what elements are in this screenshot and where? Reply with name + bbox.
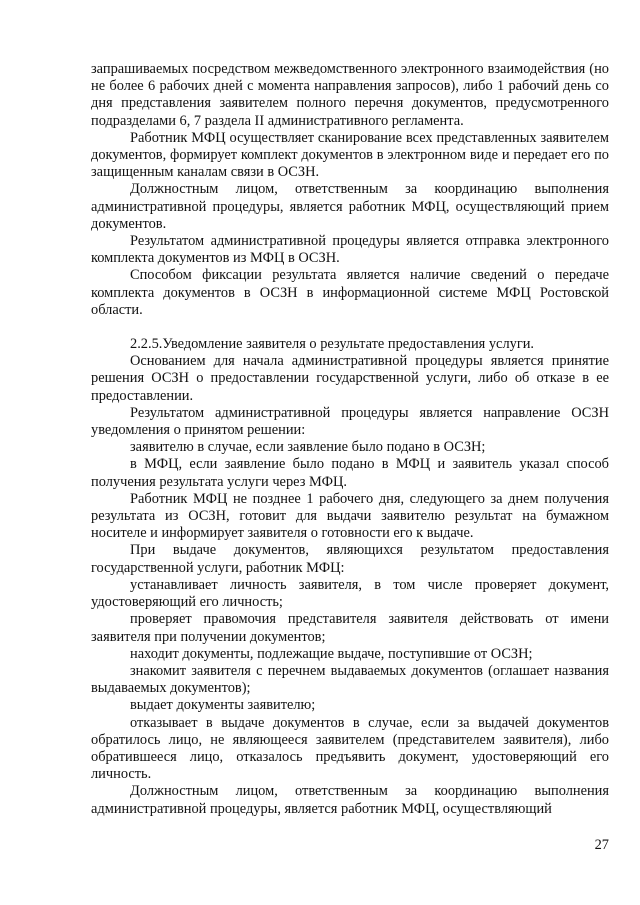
list-item: проверяет правомочия представителя заявителя действовать от имени заявителя при получении документов; xyxy=(91,611,609,645)
list-item: знакомит заявителя с перечнем выдаваемых документов (оглашает названия выдаваемых документов); xyxy=(91,662,609,697)
paragraph: Работник МФЦ осуществляет сканирование всех представленных заявителем документов, формирует комплект документов в электронном виде и передает его по защищенным каналам связи в ОСЗН. xyxy=(91,129,609,181)
list-item: заявителю в случае, если заявление было подано в ОСЗН; xyxy=(130,439,486,456)
body-text xyxy=(91,61,609,818)
list-item: выдает документы заявителю; xyxy=(130,697,316,714)
list-item: устанавливает личность заявителя, в том числе проверяет документ, удостоверяющий его личность; xyxy=(91,576,609,611)
paragraph: Результатом административной процедуры является направление ОСЗН уведомления о принятом решении: xyxy=(91,404,609,439)
paragraph: Должностным лицом, ответственным за координацию выполнения административной процедуры, является работник МФЦ, осуществляющий прием документов. xyxy=(91,181,609,232)
list-item: в МФЦ, если заявление было подано в МФЦ и заявитель указал способ получения результата услуги через МФЦ. xyxy=(91,456,609,490)
paragraph: При выдаче документов, являющихся результатом предоставления государственной услуги, работник МФЦ: xyxy=(91,542,609,576)
paragraph: Основанием для начала административной процедуры является принятие решения ОСЗН о предоставлении государственной услуги, либо об отказе в ее предоставлении. xyxy=(91,353,609,404)
section-heading: 2.2.5.Уведомление заявителя о результате предоставления услуги. xyxy=(130,336,535,353)
page-number: 27 xyxy=(594,837,609,853)
paragraph: Результатом административной процедуры является отправка электронного комплекта документов из МФЦ в ОСЗН. xyxy=(91,233,609,267)
paragraph: Способом фиксации результата является наличие сведений о передаче комплекта документов в ОСЗН в информационной системе МФЦ Ростовской области. xyxy=(91,267,609,318)
paragraph: Должностным лицом, ответственным за координацию выполнения административной процедуры, является работник МФЦ, осуществляющий xyxy=(91,783,609,817)
paragraph-continuation: запрашиваемых посредством межведомственного электронного взаимодействия (но не более 6 рабочих дней с момента направления запросов), либо 1 рабочий день со дня представления заявителем полного перечня документов, предусмотренного подразделами 6, 7 раздела II административного регламента. xyxy=(91,61,609,129)
paragraph: Работник МФЦ не позднее 1 рабочего дня, следующего за днем получения результата из ОСЗН, готовит для выдачи заявителю результат на бумажном носителе и информирует заявителя о готовности его к выдаче. xyxy=(91,490,609,542)
list-item: находит документы, подлежащие выдаче, поступившие от ОСЗН; xyxy=(130,645,533,662)
list-item: отказывает в выдаче документов в случае, если за выдачей документов обратилось лицо, не являющееся заявителем (представителем заявителя), либо обратившееся лицо, отказалось предъявить документ, удостоверяющий его личность. xyxy=(91,714,609,783)
